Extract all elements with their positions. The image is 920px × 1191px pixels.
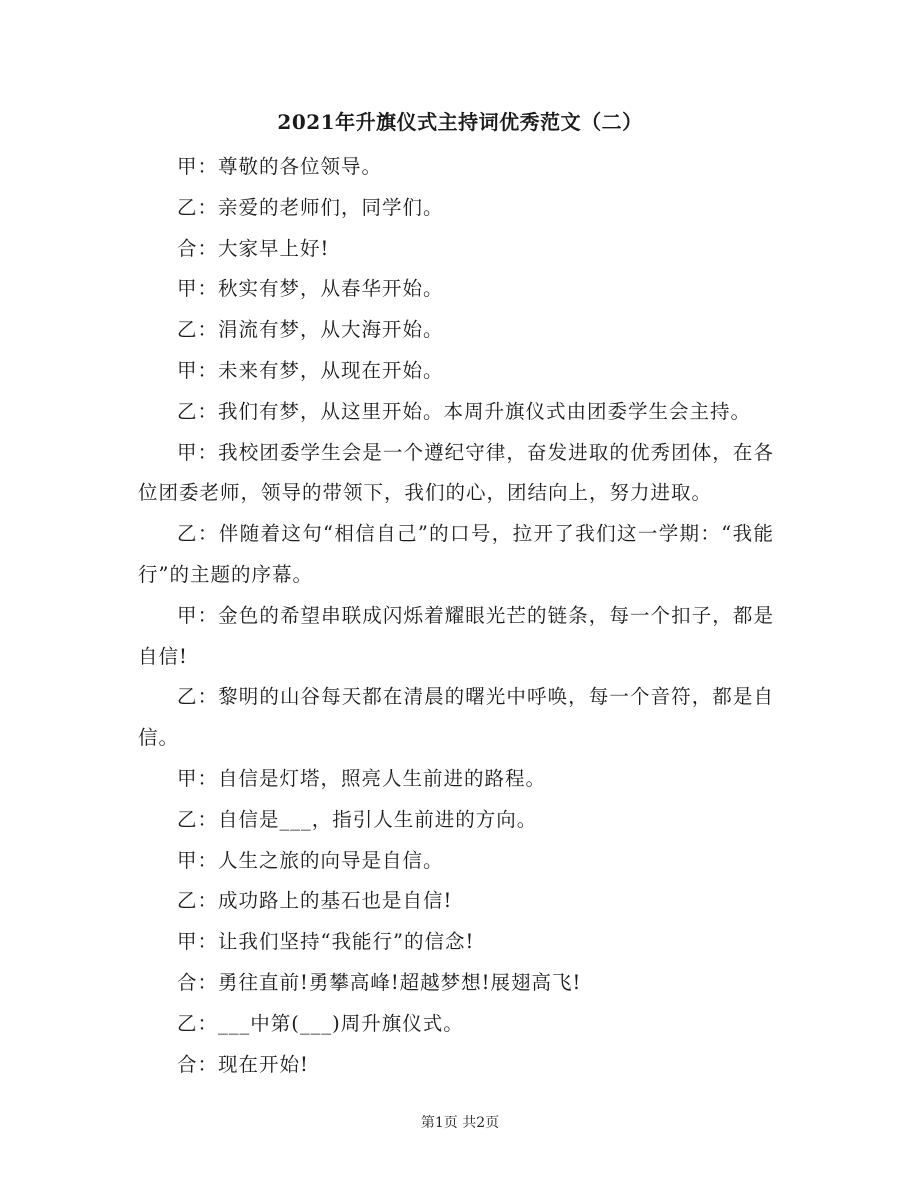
paragraph: 甲：我校团委学生会是一个遵纪守律，奋发进取的优秀团体，在各位团委老师，领导的带领下，我们的心，团结向上，努力进取。 bbox=[138, 440, 774, 505]
paragraph: 乙：___中第(___)周升旗仪式。 bbox=[177, 1011, 464, 1035]
paragraph: 甲：未来有梦，从现在开始。 bbox=[177, 358, 444, 382]
paragraph: 乙：自信是___，指引人生前进的方向。 bbox=[177, 807, 538, 831]
paragraph: 甲：人生之旅的向导是自信。 bbox=[177, 848, 444, 872]
paragraph: 乙：我们有梦，从这里开始。本周升旗仪式由团委学生会主持。 bbox=[177, 399, 752, 423]
paragraph: 乙：伴随着这句“相信自己”的口号，拉开了我们这一学期：“我能行”的主题的序幕。 bbox=[138, 522, 774, 586]
paragraph: 甲：秋实有梦，从春华开始。 bbox=[177, 277, 444, 301]
paragraph: 乙：黎明的山谷每天都在清晨的曙光中呼唤，每一个音符，都是自信。 bbox=[138, 685, 774, 750]
paragraph: 甲：尊敬的各位领导。 bbox=[177, 155, 383, 178]
paragraph: 甲：让我们坚持“我能行”的信念! bbox=[177, 930, 475, 954]
paragraph: 甲：自信是灯塔，照亮人生前进的路程。 bbox=[177, 766, 547, 790]
paragraph: 甲：金色的希望串联成闪烁着耀眼光芒的链条，每一个扣子，都是自信! bbox=[138, 603, 774, 668]
paragraph: 合：现在开始! bbox=[177, 1052, 309, 1076]
paragraph: 乙：涓流有梦，从大海开始。 bbox=[177, 318, 444, 342]
page-number-footer: 第1页 共2页 bbox=[420, 1115, 500, 1131]
document-title: 2021年升旗仪式主持词优秀范文（二） bbox=[277, 110, 643, 134]
paragraph: 乙：亲爱的老师们，同学们。 bbox=[177, 195, 444, 219]
paragraph: 合：勇往直前!勇攀高峰!超越梦想!展翅高飞! bbox=[177, 970, 582, 994]
document-body bbox=[138, 147, 774, 1085]
paragraph: 乙：成功路上的基石也是自信! bbox=[177, 889, 453, 913]
paragraph: 合：大家早上好! bbox=[177, 236, 330, 260]
